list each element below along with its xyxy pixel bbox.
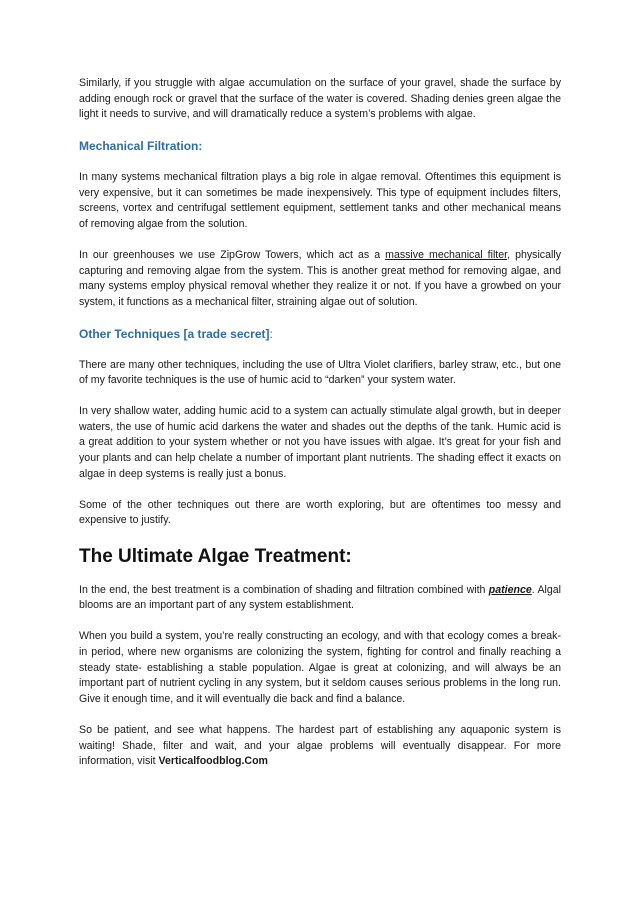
other-paragraph-1: There are many other techniques, including the use of Ultra Violet clarifiers, barley straw, etc., but one of my favorite techniques is the use of humic acid to “darken” your system water. — [79, 358, 561, 387]
mechanical-paragraph-2-end: , physically capturing and removing algae from the system. This is another great method for removing algae, and many systems employ physical removal whether they realize it or not. If you have a growbed on your system, it functions as a mechanical filter, straining algae out of solution. — [79, 248, 561, 308]
massive-mechanical-filter-link[interactable]: massive mechanical filter — [385, 248, 508, 261]
other-paragraph-2: In very shallow water, adding humic acid to a system can actually stimulate algal growth, but in deeper waters, the use of humic acid darkens the water and shades out the depths of the tank. Humic acid is a great addition to your system whether or not you have issues with algae. It’s great for your fish and your plants and can help chelate a number of important plant nutrients. The shading effect it exacts on algae in deep systems is really just a bonus. — [79, 405, 561, 480]
ultimate-paragraph-3 — [79, 723, 561, 770]
document-page — [79, 76, 561, 785]
mechanical-filtration-heading: Mechanical Filtration: — [79, 139, 203, 154]
verticalfoodblog-link[interactable]: Verticalfoodblog.Com — [158, 755, 268, 768]
ultimate-paragraph-1 — [79, 583, 561, 614]
mechanical-paragraph-2-start: In our greenhouses we use ZipGrow Towers, which act as a — [79, 248, 386, 261]
other-techniques-heading — [79, 326, 561, 342]
ultimate-treatment-heading: The Ultimate Algae Treatment: — [79, 545, 352, 567]
other-techniques-heading-text: Other Techniques [a trade secret] — [79, 326, 270, 341]
mechanical-paragraph-1: In many systems mechanical filtration plays a big role in algae removal. Oftentimes this equipment is very expensive, but it can sometimes be made inexpensively. This type of equipment includes filters, screens, vortex and centrifugal settlement equipment, settlement tanks and other mechanical means of removing algae from the solution. — [79, 170, 561, 230]
ultimate-paragraph-3-start: So be patient, and see what happens. The hardest part of establishing any aquaponic system is waiting! Shade, filter and wait, and your algae problems will eventually disappear. For more information, visit — [79, 723, 561, 768]
patience-emphasis: patience — [488, 583, 532, 596]
ultimate-paragraph-1-start: In the end, the best treatment is a combination of shading and filtration combined with — [79, 583, 489, 596]
other-paragraph-3: Some of the other techniques out there are worth exploring, but are oftentimes too messy and expensive to justify. — [79, 498, 561, 527]
ultimate-paragraph-2: When you build a system, you’re really constructing an ecology, and with that ecology comes a break-in period, where new organisms are colonizing the system, fighting for control and finally reaching a steady state- establishing a stable population. Algae is great at colonizing, and will always be an important part of nutrient cycling in any system, but it seldom causes serious problems in the long run. Give it enough time, and it will eventually die back and find a balance. — [79, 630, 561, 705]
mechanical-paragraph-2 — [79, 248, 561, 310]
intro-paragraph: Similarly, if you struggle with algae accumulation on the surface of your gravel, shade the surface by adding enough rock or gravel that the surface of the water is covered. Shading denies green algae the light it needs to survive, and will dramatically reduce a system’s problems with algae. — [79, 77, 561, 121]
other-techniques-heading-colon: : — [269, 326, 273, 341]
ultimate-paragraph-1-end: . Algal blooms are an important part of any system establishment. — [79, 583, 562, 612]
